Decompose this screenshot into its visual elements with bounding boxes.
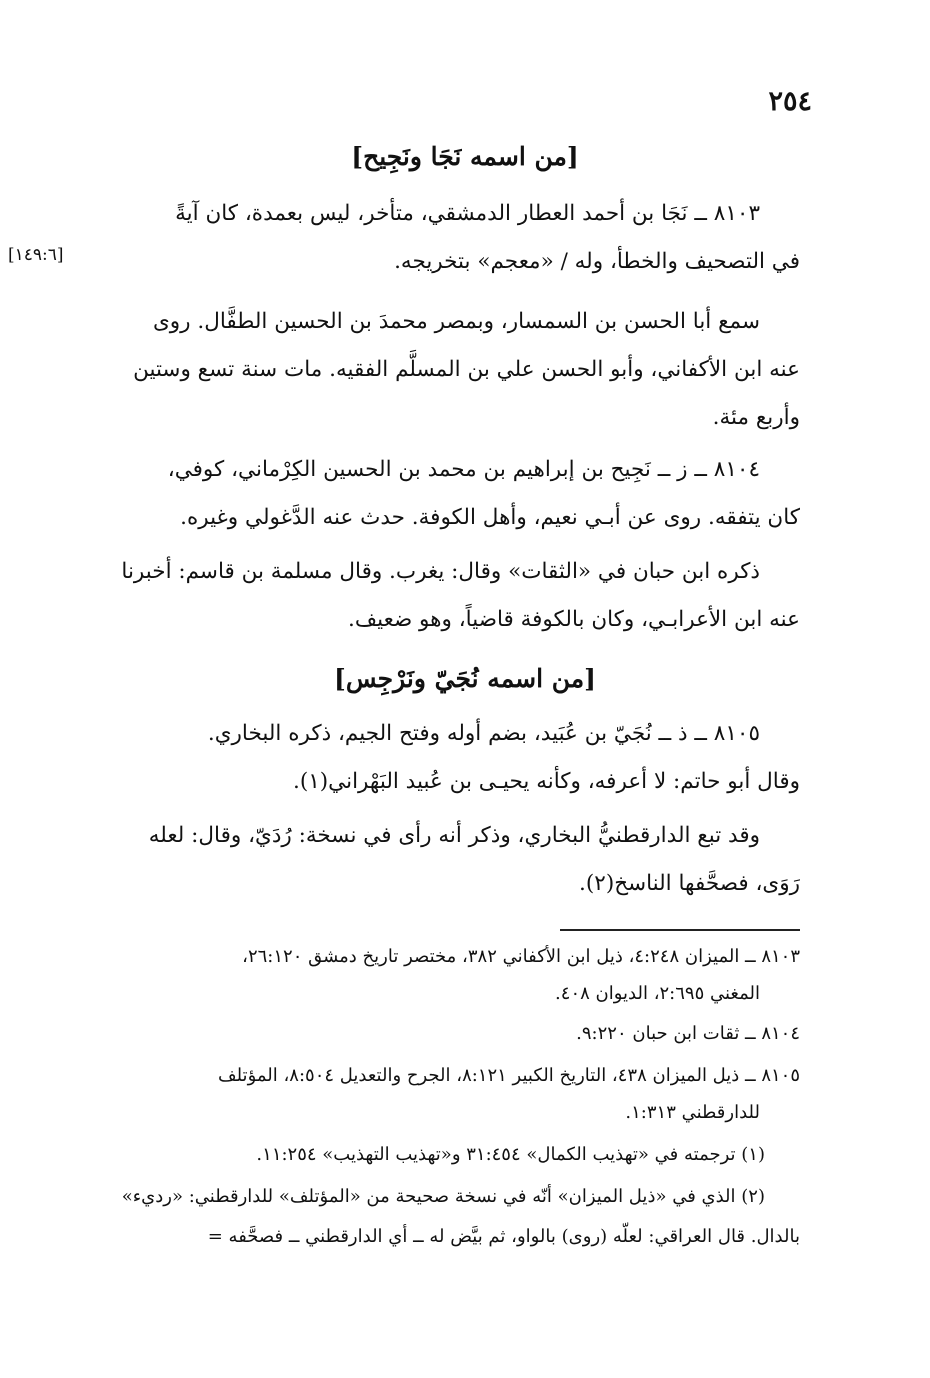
text-line: ٨١٠٣ ــ نَجَا بن أحمد العطار الدمشقي، متأخر، ليس بعمدة، كان آيةً: [175, 201, 760, 226]
footnote-line: للدارقطني ١:٣١٣.: [625, 1102, 760, 1123]
entry-8104-body: [80, 548, 800, 644]
source-8103: [80, 938, 800, 1012]
page-number: ٢٥٤: [768, 86, 812, 117]
footnote-line: المغني ٢:٦٩٥، الديوان ٤٠٨.: [555, 983, 760, 1004]
entry-8104: [80, 446, 800, 542]
entry-8103-body: [80, 298, 800, 442]
source-8105: [80, 1057, 800, 1131]
entry-8103: [80, 190, 800, 286]
text-line: وقد تبع الدارقطنيُّ البخاري، وذكر أنه رأى في نسخة: رُدَيّ، وقال: لعله: [148, 823, 760, 848]
note-2-cont: [80, 1218, 800, 1255]
text-line: ٨١٠٤ ــ ز ــ نَجِيح بن إبراهيم بن محمد بن الحسين الكِرْماني، كوفي،: [167, 457, 760, 482]
footnote-line: بالدال. قال العراقي: لعلّه (روى) بالواو، ثم بيَّض له ــ أي الدارقطني ــ فصحَّفه =: [207, 1226, 800, 1247]
marginal-reference: [١٤٩:٦]: [8, 245, 64, 265]
source-8104: [80, 1015, 800, 1052]
text-line: في التصحيف والخطأ، وله / «معجم» بتخريجه.: [394, 249, 800, 274]
text-line: عنه ابن الأعرابـي، وكان بالكوفة قاضياً، وهو ضعيف.: [348, 607, 800, 632]
text-line: ٨١٠٥ ــ ذ ــ نُجَيّ بن عُبَيد، بضم أوله وفتح الجيم، ذكره البخاري.: [207, 721, 760, 746]
text-line: كان يتفقه. روى عن أبـي نعيم، وأهل الكوفة. حدث عنه الدَّغولي وغيره.: [180, 505, 800, 530]
section-heading: [من اسمه نُجَيّ ونَرْجِس]: [333, 664, 597, 693]
footnote-divider: [560, 929, 800, 931]
note-1: [80, 1136, 765, 1173]
text-line: وأربع مئة.: [712, 405, 800, 430]
footnote-line: (٢) الذي في «ذيل الميزان» أنّه في نسخة صحيحة من «المؤتلف» للدارقطني: «رديء»: [121, 1186, 765, 1207]
footnote-line: ٨١٠٤ ــ ثقات ابن حبان ٩:٢٢٠.: [576, 1023, 800, 1044]
text-line: رَوَى، فصحَّفها الناسخ(٢).: [579, 871, 800, 896]
footnote-line: (١) ترجمته في «تهذيب الكمال» ٣١:٤٥٤ و«تهذيب التهذيب» ١١:٢٥٤.: [256, 1144, 765, 1165]
text-line: وقال أبو حاتم: لا أعرفه، وكأنه يحيـى بن عُبيد البَهْراني(١).: [293, 769, 800, 794]
note-2: [80, 1178, 765, 1215]
entry-8105-body: [80, 812, 800, 908]
text-line: ذكره ابن حبان في «الثقات» وقال: يغرب. وقال مسلمة بن قاسم: أخبرنا: [121, 559, 760, 584]
entry-8105: [80, 710, 800, 806]
footnote-line: ٨١٠٥ ــ ذيل الميزان ٤٣٨، التاريخ الكبير ٨:١٢١، الجرح والتعديل ٨:٥٠٤، المؤتلف: [217, 1065, 800, 1086]
text-line: سمع أبا الحسن بن السمسار، وبمصر محمدَ بن الحسين الطفَّال. روى: [152, 309, 760, 334]
text-line: عنه ابن الأكفاني، وأبو الحسن علي بن المسلَّم الفقيه. مات سنة تسع وستين: [133, 357, 800, 382]
section-heading: [من اسمه نَجَا ونَجِيح]: [351, 142, 579, 171]
footnote-line: ٨١٠٣ ــ الميزان ٤:٢٤٨، ذيل ابن الأكفاني ٣٨٢، مختصر تاريخ دمشق ٢٦:١٢٠،: [242, 946, 800, 967]
